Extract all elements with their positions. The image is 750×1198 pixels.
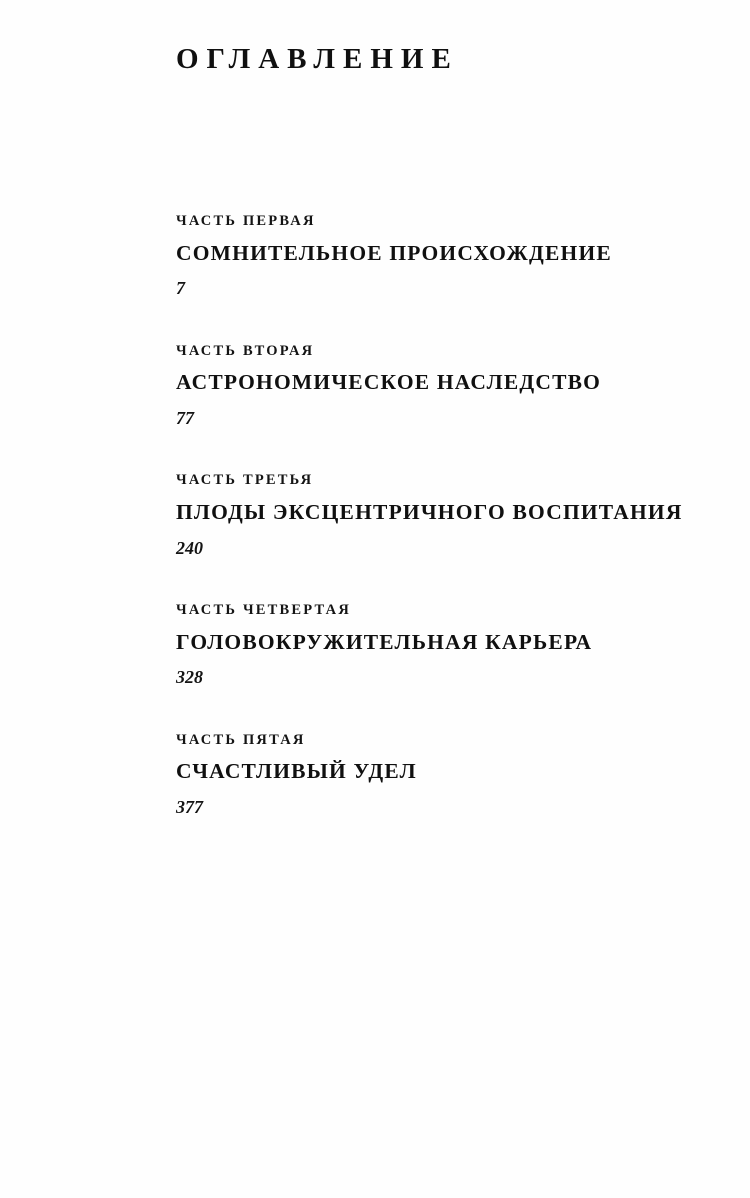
part-label: ЧАСТЬ ВТОРАЯ [176, 342, 315, 359]
part-page-number: 77 [176, 407, 194, 428]
toc-entry [176, 344, 696, 430]
part-title: СЧАСТЛИВЫЙ УДЕЛ [176, 759, 417, 784]
table-of-contents [176, 214, 696, 863]
toc-entry [176, 603, 696, 689]
part-page-number: 377 [176, 797, 203, 818]
part-label: ЧАСТЬ ПЕРВАЯ [176, 213, 316, 229]
page-title: ОГЛАВЛЕНИЕ [176, 43, 459, 76]
part-label: ЧАСТЬ ЧЕТВЕРТАЯ [176, 602, 351, 619]
part-title: СОМНИТЕЛЬНОЕ ПРОИСХОЖДЕНИЕ [176, 240, 612, 265]
part-page-number: 328 [176, 667, 203, 688]
part-page-number: 7 [176, 278, 185, 299]
toc-entry [176, 473, 696, 559]
toc-entry [176, 214, 696, 300]
part-title: ГОЛОВОКРУЖИТЕЛЬНАЯ КАРЬЕРА [176, 629, 593, 654]
toc-entry [176, 733, 696, 819]
part-label: ЧАСТЬ ТРЕТЬЯ [176, 472, 314, 489]
part-page-number: 240 [176, 537, 203, 558]
part-title: ПЛОДЫ ЭКСЦЕНТРИЧНОГО ВОСПИТАНИЯ [176, 499, 683, 524]
part-label: ЧАСТЬ ПЯТАЯ [176, 731, 306, 748]
part-title: АСТРОНОМИЧЕСКОЕ НАСЛЕДСТВО [176, 370, 602, 395]
